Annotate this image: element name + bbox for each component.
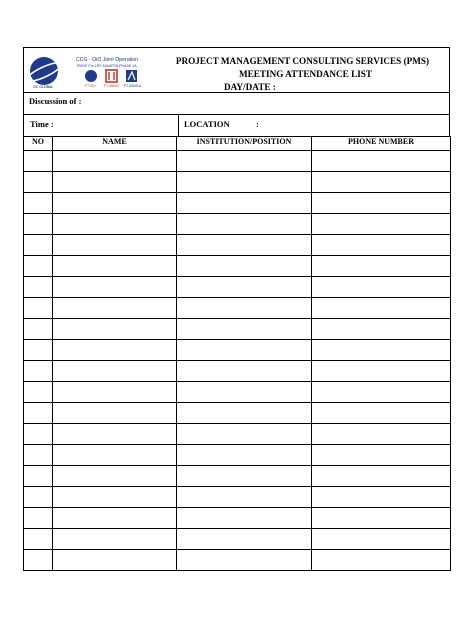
institution-cell — [177, 256, 312, 277]
name-cell — [53, 256, 177, 277]
no-cell — [24, 193, 53, 214]
institution-cell — [177, 466, 312, 487]
institution-cell — [177, 235, 312, 256]
name-cell — [53, 172, 177, 193]
table-body — [24, 151, 451, 571]
table-row — [24, 424, 451, 445]
no-cell — [24, 319, 53, 340]
phone-cell — [312, 550, 451, 571]
column-header-institution: INSTITUTION/POSITION — [177, 137, 312, 151]
location-colon: : — [256, 119, 259, 129]
institution-cell — [177, 529, 312, 550]
name-cell — [53, 340, 177, 361]
table-row — [24, 256, 451, 277]
name-cell — [53, 193, 177, 214]
logo-subtitle-text: PMSC For LRT JAKARTA PHASE 1A — [77, 64, 137, 68]
no-cell — [24, 256, 53, 277]
institution-cell — [177, 382, 312, 403]
phone-cell — [312, 466, 451, 487]
company3-text: PT ANDIN — [104, 84, 119, 88]
andin-mark-icon — [106, 70, 117, 82]
no-cell — [24, 403, 53, 424]
no-cell — [24, 172, 53, 193]
phone-cell — [312, 340, 451, 361]
table-row — [24, 529, 451, 550]
name-cell — [53, 445, 177, 466]
name-cell — [53, 277, 177, 298]
no-cell — [24, 214, 53, 235]
location-label: LOCATION — [184, 119, 230, 129]
oio-mark-icon — [85, 70, 97, 82]
no-cell — [24, 382, 53, 403]
phone-cell — [312, 151, 451, 172]
table-row — [24, 319, 451, 340]
name-cell — [53, 151, 177, 172]
institution-cell — [177, 487, 312, 508]
table-row — [24, 214, 451, 235]
phone-cell — [312, 445, 451, 466]
no-cell — [24, 508, 53, 529]
table-row — [24, 445, 451, 466]
phone-cell — [312, 298, 451, 319]
phone-cell — [312, 361, 451, 382]
name-cell — [53, 529, 177, 550]
phone-cell — [312, 403, 451, 424]
no-cell — [24, 340, 53, 361]
form-header — [23, 47, 450, 92]
institution-cell — [177, 172, 312, 193]
name-cell — [53, 214, 177, 235]
form-title — [154, 55, 451, 94]
name-cell — [53, 508, 177, 529]
table-row — [24, 340, 451, 361]
title-line-2: MEETING ATTENDANCE LIST — [238, 69, 373, 79]
company4-text: PT DANIDA — [124, 84, 141, 88]
institution-cell — [177, 424, 312, 445]
attendance-table — [23, 136, 451, 571]
time-label: Time : — [30, 119, 54, 129]
institution-cell — [177, 277, 312, 298]
no-cell — [24, 550, 53, 571]
day-date-label: DAY/DATE : — [224, 82, 276, 92]
name-cell — [53, 298, 177, 319]
column-header-phone: PHONE NUMBER — [312, 137, 451, 151]
table-row — [24, 466, 451, 487]
column-header-name: NAME — [53, 137, 177, 151]
table-row — [24, 151, 451, 172]
institution-cell — [177, 298, 312, 319]
institution-cell — [177, 193, 312, 214]
no-cell — [24, 487, 53, 508]
table-row — [24, 550, 451, 571]
institution-cell — [177, 445, 312, 466]
table-row — [24, 403, 451, 424]
name-cell — [53, 424, 177, 445]
logo-brand-text: CCG - OiO Joint Operation — [76, 57, 138, 63]
no-cell — [24, 361, 53, 382]
table-row — [24, 235, 451, 256]
phone-cell — [312, 508, 451, 529]
table-row — [24, 508, 451, 529]
phone-cell — [312, 382, 451, 403]
company1-text: OC GLOBAL — [33, 85, 54, 89]
phone-cell — [312, 424, 451, 445]
time-location-row — [23, 114, 450, 136]
table-row — [24, 382, 451, 403]
phone-cell — [312, 277, 451, 298]
title-line-1: PROJECT MANAGEMENT CONSULTING SERVICES (PMS) — [175, 56, 430, 66]
institution-cell — [177, 550, 312, 571]
institution-cell — [177, 151, 312, 172]
phone-cell — [312, 193, 451, 214]
phone-cell — [312, 529, 451, 550]
column-header-no: NO — [24, 137, 53, 151]
company2-text: PT OIO — [85, 84, 96, 88]
attendance-form — [23, 47, 450, 571]
table-row — [24, 487, 451, 508]
no-cell — [24, 277, 53, 298]
no-cell — [24, 445, 53, 466]
phone-cell — [312, 214, 451, 235]
institution-cell — [177, 340, 312, 361]
table-row — [24, 172, 451, 193]
name-cell — [53, 403, 177, 424]
name-cell — [53, 319, 177, 340]
name-cell — [53, 361, 177, 382]
institution-cell — [177, 403, 312, 424]
discussion-field — [23, 92, 450, 114]
no-cell — [24, 235, 53, 256]
name-cell — [53, 550, 177, 571]
name-cell — [53, 235, 177, 256]
institution-cell — [177, 508, 312, 529]
no-cell — [24, 466, 53, 487]
no-cell — [24, 529, 53, 550]
phone-cell — [312, 487, 451, 508]
institution-cell — [177, 361, 312, 382]
name-cell — [53, 466, 177, 487]
company-logo — [28, 51, 158, 89]
no-cell — [24, 298, 53, 319]
no-cell — [24, 151, 53, 172]
table-row — [24, 361, 451, 382]
table-row — [24, 298, 451, 319]
discussion-label: Discussion of : — [29, 96, 82, 106]
institution-cell — [177, 214, 312, 235]
phone-cell — [312, 256, 451, 277]
table-header-row — [24, 137, 451, 151]
phone-cell — [312, 235, 451, 256]
name-cell — [53, 382, 177, 403]
name-cell — [53, 487, 177, 508]
institution-cell — [177, 319, 312, 340]
phone-cell — [312, 319, 451, 340]
phone-cell — [312, 172, 451, 193]
table-row — [24, 277, 451, 298]
table-row — [24, 193, 451, 214]
no-cell — [24, 424, 53, 445]
